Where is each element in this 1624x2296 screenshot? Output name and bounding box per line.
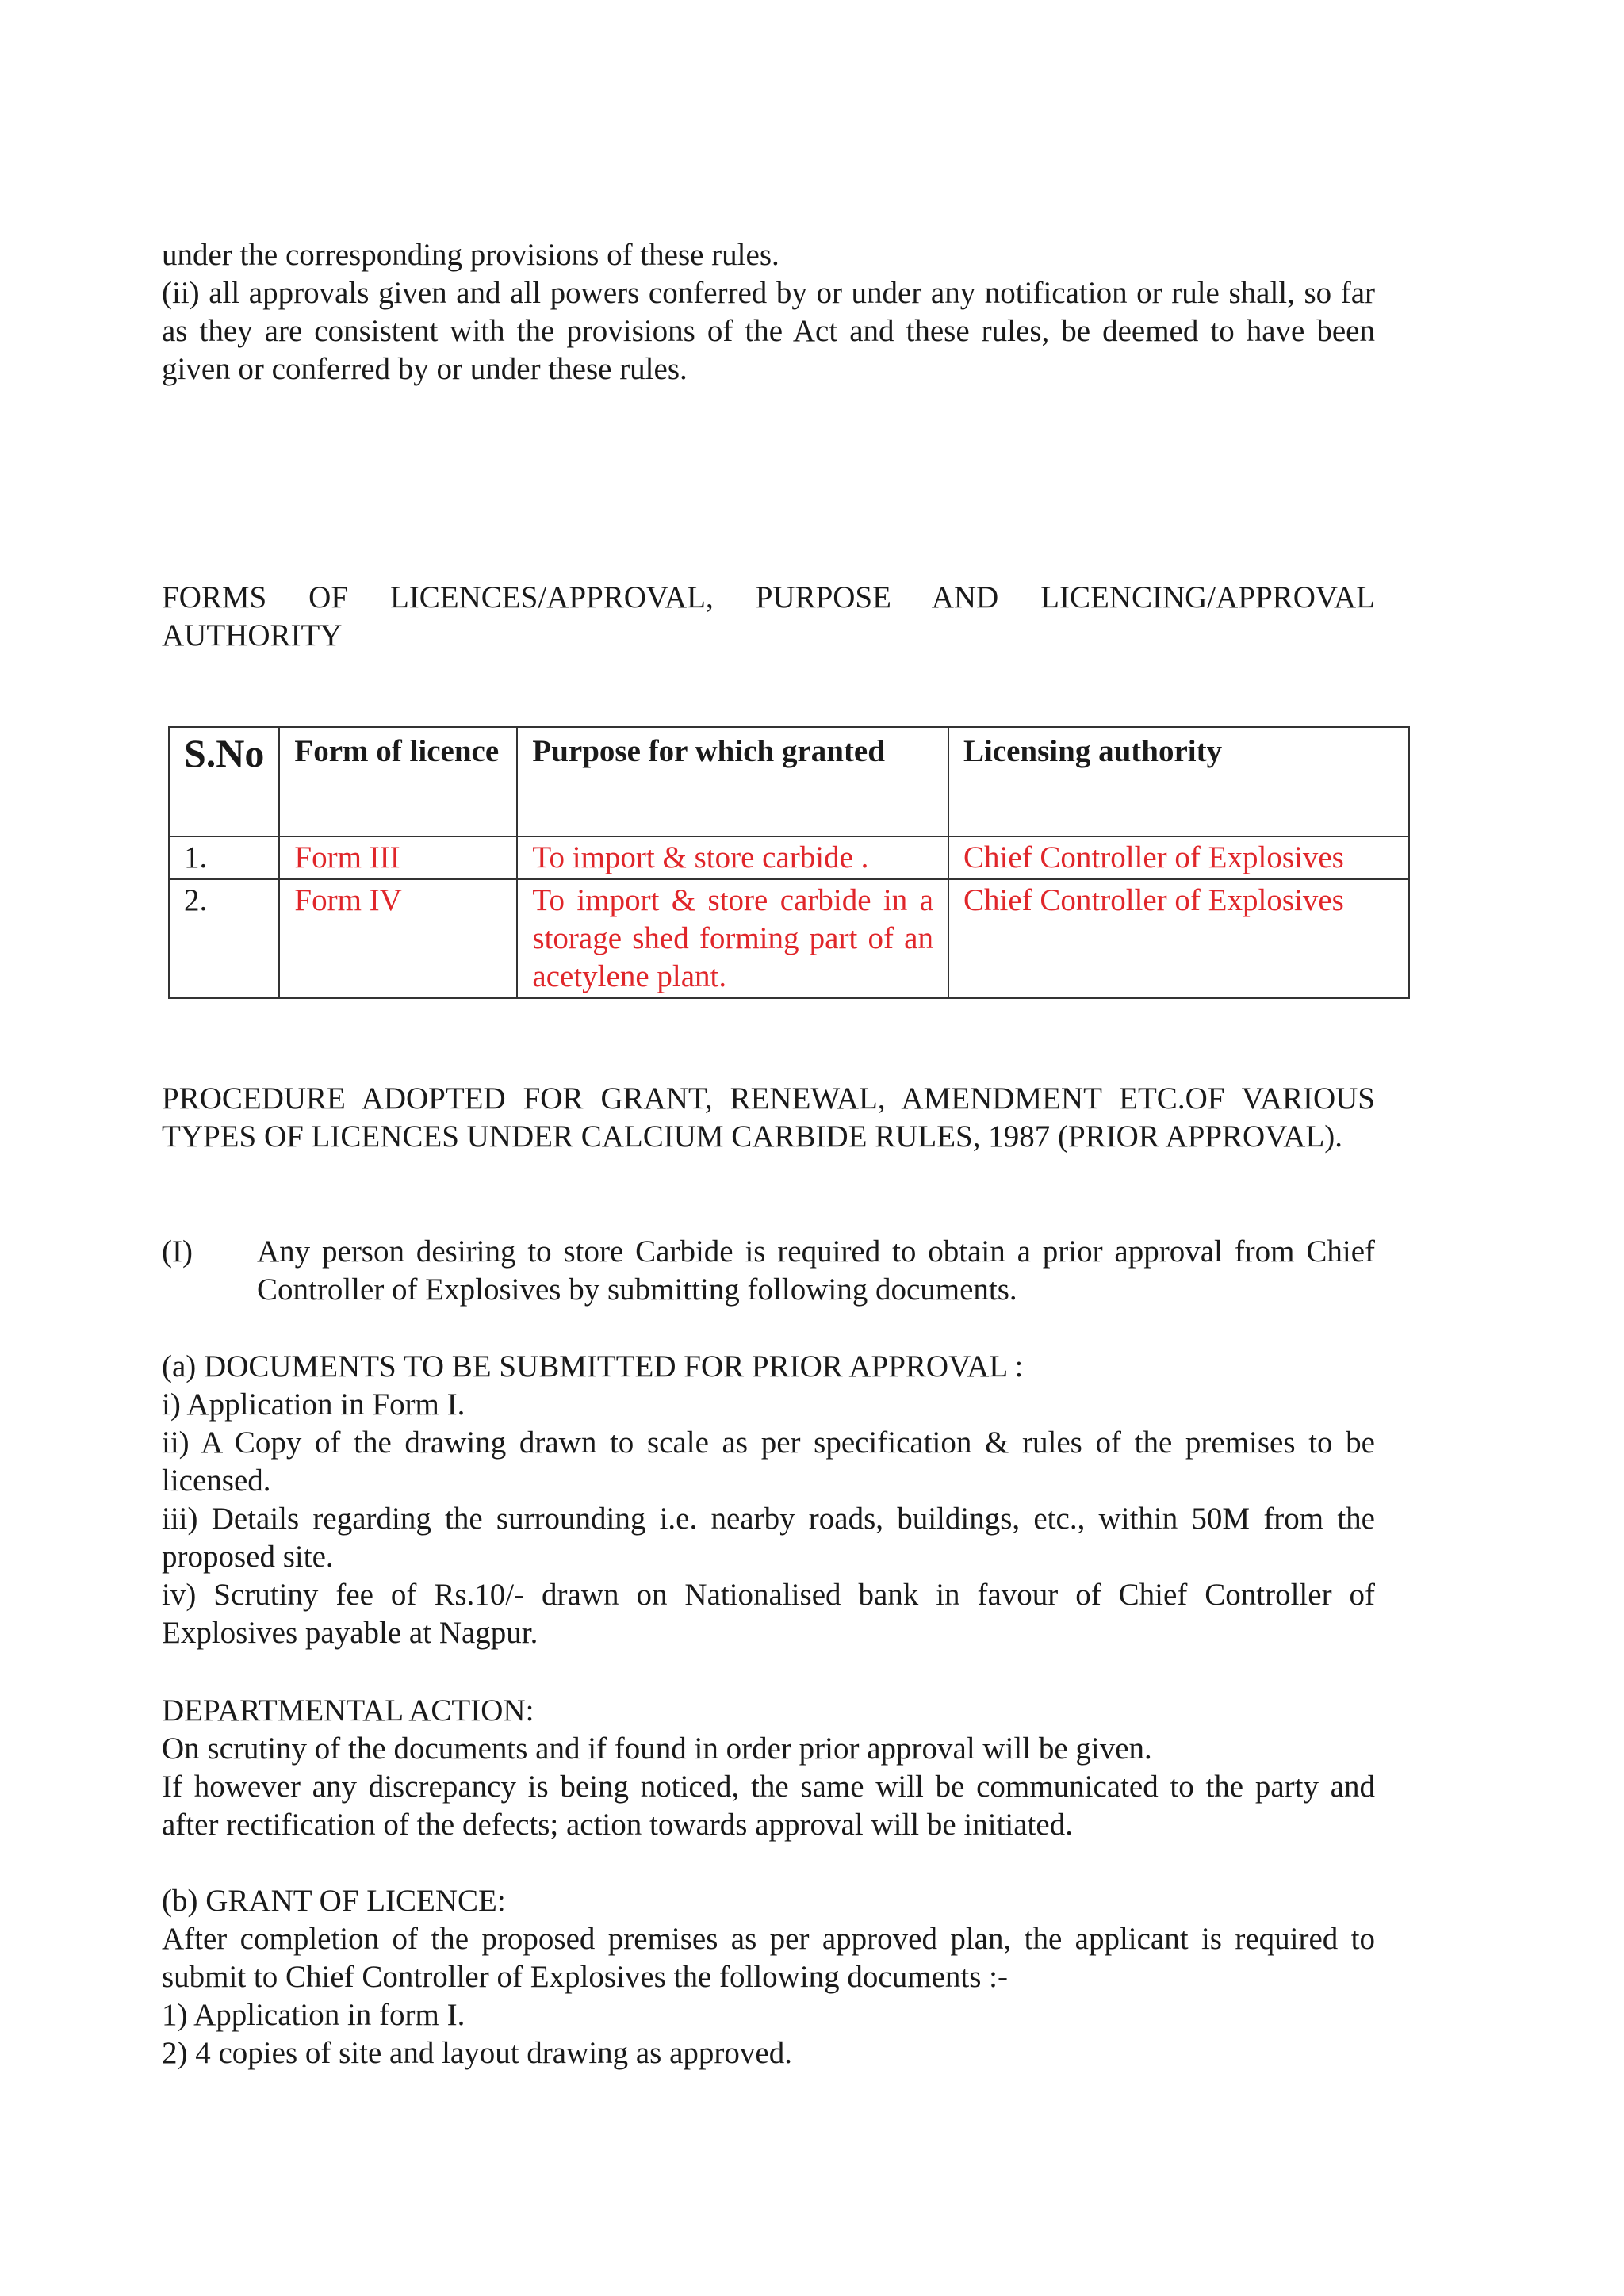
forms-heading	[162, 579, 1375, 655]
intro-block	[162, 236, 1375, 388]
list-item: i) Application in Form I.	[162, 1387, 465, 1422]
row-purpose: To import & store carbide in a storage shed forming part of an acetylene plant.	[517, 879, 948, 998]
forms-heading-line2: AUTHORITY	[162, 618, 343, 652]
item-I-number: (I)	[162, 1234, 193, 1269]
departmental-line: If however any discrepancy is being noticed, the same will be communicated to the party and after rectification of the defects; action towards approval will be initiated.	[162, 1770, 1375, 1842]
intro-paragraph: (ii) all approvals given and all powers conferred by or under any notification or rule shall, so far as they are consistent with the provisions of the Act and these rules, be deemed to have been given or conferred by or under these rules.	[162, 276, 1375, 386]
row-authority: Chief Controller of Explosives	[948, 879, 1409, 998]
documents-heading: (a) DOCUMENTS TO BE SUBMITTED FOR PRIOR APPROVAL :	[162, 1349, 1024, 1383]
intro-line: under the corresponding provisions of these rules.	[162, 238, 779, 272]
procedure-heading	[162, 1080, 1375, 1156]
list-item: 2) 4 copies of site and layout drawing as approved.	[162, 2036, 792, 2070]
licence-table	[168, 726, 1410, 999]
procedure-heading-text: PROCEDURE ADOPTED FOR GRANT, RENEWAL, AMENDMENT ETC.OF VARIOUS TYPES OF LICENCES UNDER CALCIUM CARBIDE RULES, 1987 (PRIOR APPROVAL).	[162, 1081, 1375, 1154]
item-I	[162, 1233, 1375, 1309]
header-sno: S.No	[169, 727, 279, 836]
item-I-text: Any person desiring to store Carbide is required to obtain a prior approval from Chief Controller of Explosives by submitting following documents.	[257, 1234, 1375, 1307]
forms-heading-line1: FORMS OF LICENCES/APPROVAL, PURPOSE AND LICENCING/APPROVAL	[162, 580, 1375, 614]
row-form: Form III	[279, 836, 517, 879]
header-purpose: Purpose for which granted	[517, 727, 948, 836]
row-sno: 1.	[169, 836, 279, 879]
grant-intro: After completion of the proposed premises as per approved plan, the applicant is required to submit to Chief Controller of Explosives the following documents :-	[162, 1922, 1375, 1994]
table-header-row	[169, 727, 1409, 836]
header-form: Form of licence	[279, 727, 517, 836]
departmental-heading: DEPARTMENTAL ACTION:	[162, 1693, 534, 1728]
list-item: ii) A Copy of the drawing drawn to scale as per specification & rules of the premises to be licensed.	[162, 1425, 1375, 1498]
table-row	[169, 836, 1409, 879]
header-authority: Licensing authority	[948, 727, 1409, 836]
row-purpose: To import & store carbide .	[517, 836, 948, 879]
list-item: iii) Details regarding the surrounding i.e. nearby roads, buildings, etc., within 50M from the proposed site.	[162, 1502, 1375, 1574]
row-authority: Chief Controller of Explosives	[948, 836, 1409, 879]
row-form: Form IV	[279, 879, 517, 998]
list-item: iv) Scrutiny fee of Rs.10/- drawn on Nationalised bank in favour of Chief Controller of Explosives payable at Nagpur.	[162, 1578, 1375, 1650]
documents-section	[162, 1348, 1375, 1652]
grant-section	[162, 1882, 1375, 2072]
departmental-line: On scrutiny of the documents and if found in order prior approval will be given.	[162, 1732, 1152, 1766]
table-row	[169, 879, 1409, 998]
row-sno: 2.	[169, 879, 279, 998]
departmental-section	[162, 1692, 1375, 1844]
grant-heading: (b) GRANT OF LICENCE:	[162, 1884, 506, 1918]
list-item: 1) Application in form I.	[162, 1998, 465, 2032]
